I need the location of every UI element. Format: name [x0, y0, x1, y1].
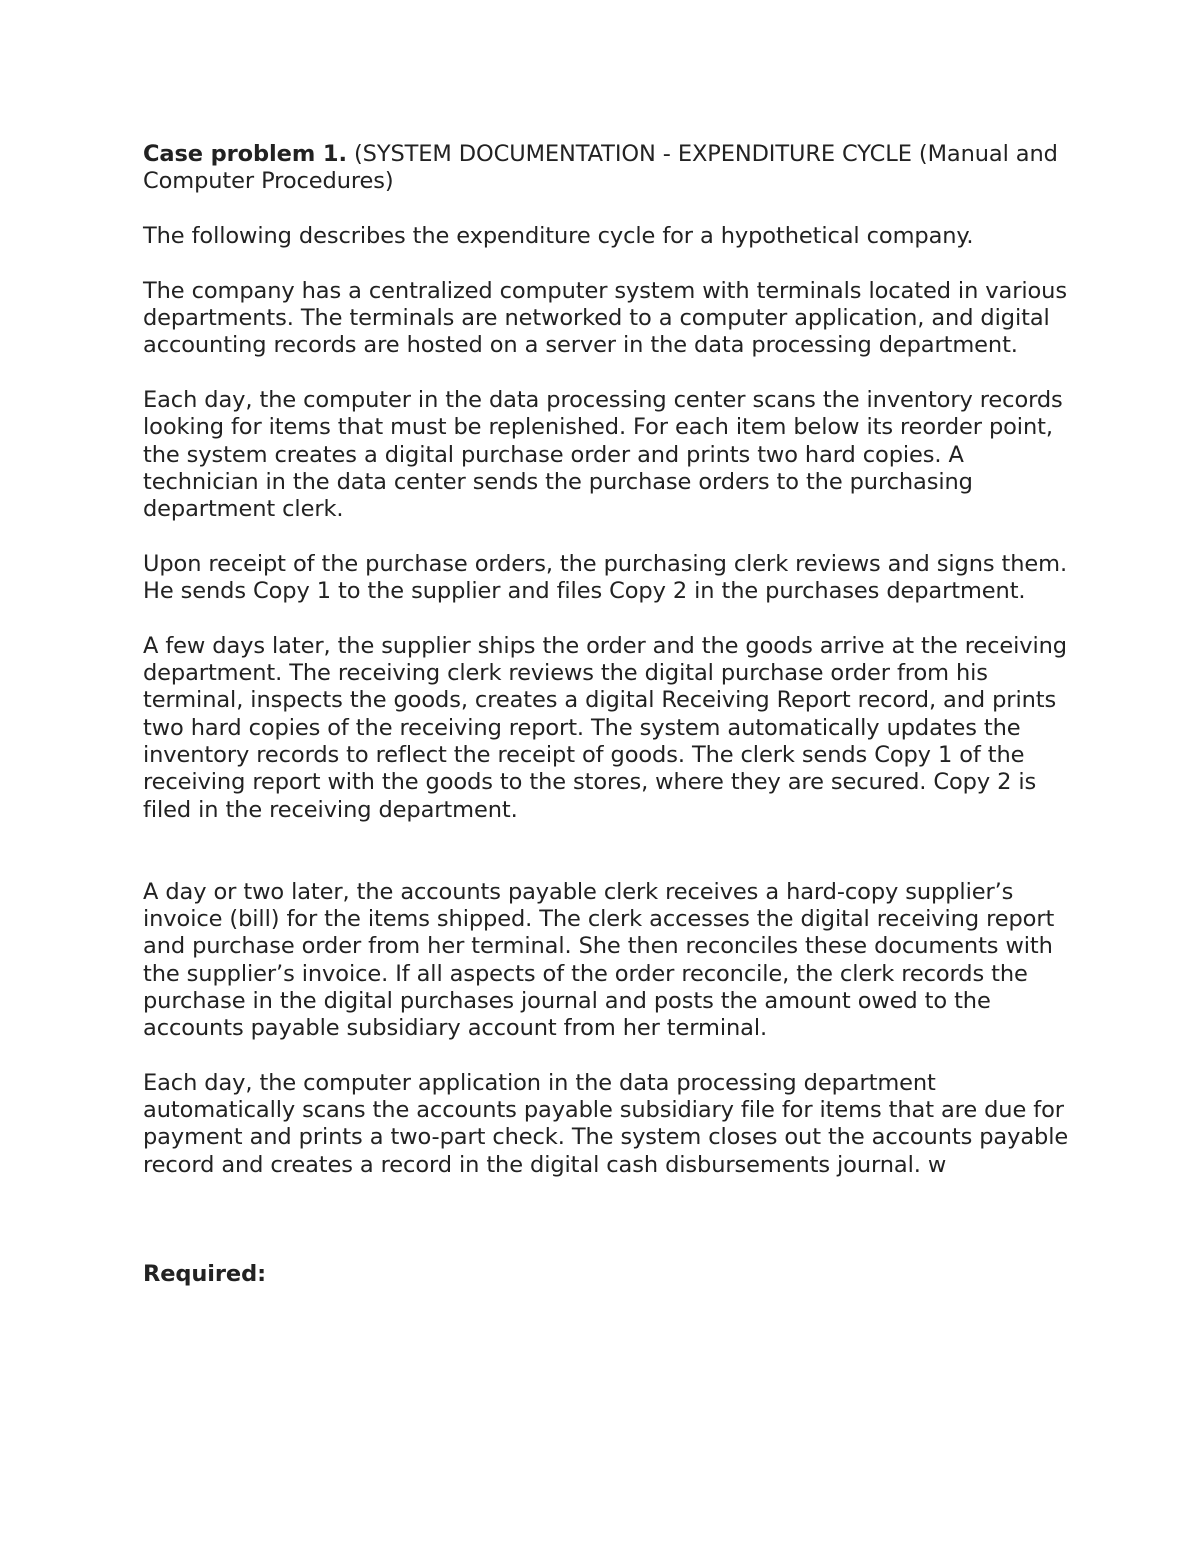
required-label: Required: [143, 1261, 266, 1288]
paragraph-intro: The following describes the expenditure cycle for a hypothetical company. [143, 222, 974, 249]
paragraph-system: The company has a centralized computer system with terminals located in various departments. The terminals are networked to a computer application, and digital accounting records are hosted on a server in the data processing department. [143, 277, 1067, 359]
paragraph-cash-disbursements: Each day, the computer application in the data processing department automatically scans the accounts payable subsidiary file for items that are due for payment and prints a two-part check. The system closes out the accounts payable record and creates a record in the digital cash disbursements journal. w [143, 1069, 1069, 1178]
paragraph-purchasing: Upon receipt of the purchase orders, the purchasing clerk reviews and signs them. He sends Copy 1 to the supplier and files Copy 2 in the purchases department. [143, 550, 1068, 605]
paragraph-accounts-payable: A day or two later, the accounts payable clerk receives a hard-copy supplier’s invoice (bill) for the items shipped. The clerk accesses the digital receiving report and purchase order from her terminal. She then reconciles these documents with the supplier’s invoice. If all aspects of the order reconcile, the clerk records the purchase in the digital purchases journal and posts the amount owed to the accounts payable subsidiary account from her terminal. [143, 878, 1055, 1042]
case-heading-bold: Case problem 1. [143, 141, 347, 167]
paragraph-receiving: A few days later, the supplier ships the order and the goods arrive at the receiving department. The receiving clerk reviews the digital purchase order from his terminal, inspects the goods, creates a digital Receiving Report record, and prints two hard copies of the receiving report. The system automatically updates the inventory records to reflect the receipt of goods. The clerk sends Copy 1 of the receiving report with the goods to the stores, where they are secured. Copy 2 is filed in the receiving department. [143, 632, 1067, 823]
case-heading-rest: (SYSTEM DOCUMENTATION - EXPENDITURE CYCLE (Manual and Computer Procedures) [143, 141, 1058, 195]
case-heading [143, 141, 1073, 196]
document-page [143, 141, 1073, 1288]
paragraph-inventory-scan: Each day, the computer in the data processing center scans the inventory records looking for items that must be replenished. For each item below its reorder point, the system creates a digital purchase order and prints two hard copies. A technician in the data center sends the purchase orders to the purchasing department clerk. [143, 386, 1063, 523]
